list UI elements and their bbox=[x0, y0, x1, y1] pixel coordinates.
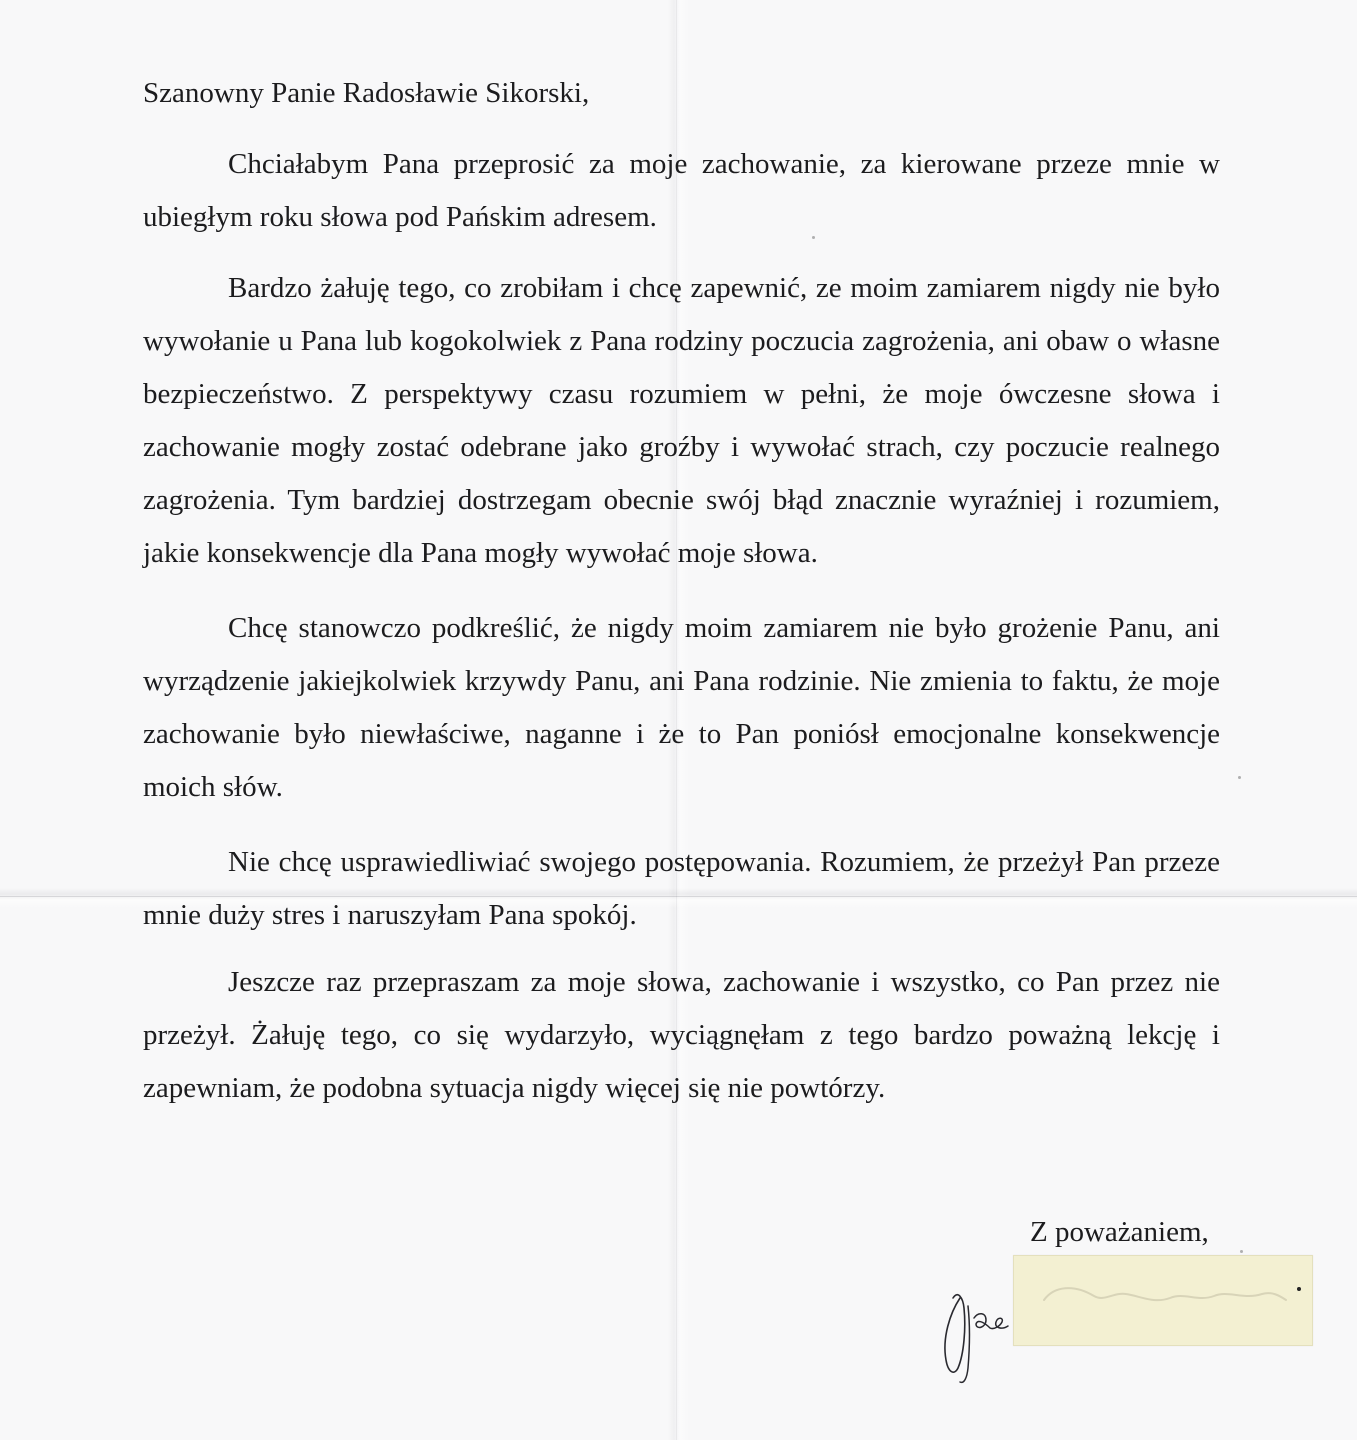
salutation: Szanowny Panie Radosławie Sikorski, bbox=[143, 77, 590, 109]
closing-phrase: Z poważaniem, bbox=[1030, 1216, 1209, 1248]
paragraph-5: Jeszcze raz przepraszam za moje słowa, zachowanie i wszystko, co Pan przez nie przeżył. Żałuję tego, co się wydarzyło, wyciągnęłam z tego bardzo poważną lekcję i zapewniam, że podobna sytuacja nigdy więcej się nie powtórzy. bbox=[143, 966, 1220, 1104]
paper-speck bbox=[1240, 1250, 1243, 1253]
paper-speck bbox=[812, 236, 815, 239]
ink-dot bbox=[1297, 1287, 1301, 1291]
paragraph-2: Bardzo żałuję tego, co zrobiłam i chcę zapewnić, ze moim zamiarem nigdy nie było wywołanie u Pana lub kogokolwiek z Pana rodziny poczucia zagrożenia, ani obaw o własne bezpieczeństwo. Z perspektywy czasu rozumiem w pełni, że moje ówczesne słowa i zachowanie mogły zostać odebrane jako groźby i wywołać strach, czy poczucie realnego zagrożenia. Tym bardziej dostrzegam obecnie swój błąd znacznie wyraźniej i rozumiem, jakie konsekwencje dla Pana mogły wywołać moje słowa. bbox=[143, 272, 1220, 569]
paragraph-3: Chcę stanowczo podkreślić, że nigdy moim zamiarem nie było grożenie Panu, ani wyrządzenie jakiejkolwiek krzywdy Panu, ani Pana rodzinie. Nie zmienia to faktu, że moje zachowanie było niewłaściwe, naganne i że to Pan poniósł emocjonalne konsekwencje moich słów. bbox=[143, 612, 1220, 803]
faded-signature-trace bbox=[1014, 1256, 1312, 1345]
letter-body bbox=[143, 70, 1220, 1104]
paper-speck bbox=[1238, 776, 1241, 779]
paragraph-1: Chciałabym Pana przeprosić za moje zachowanie, za kierowane przeze mnie w ubiegłym roku słowa pod Pańskim adresem. bbox=[143, 148, 1220, 233]
signature-redaction-sticker bbox=[1013, 1255, 1313, 1346]
handwritten-signature-initial bbox=[920, 1268, 1020, 1388]
paragraph-4: Nie chcę usprawiedliwiać swojego postępowania. Rozumiem, że przeżył Pan przeze mnie duży stres i naruszyłam Pana spokój. bbox=[143, 846, 1220, 931]
